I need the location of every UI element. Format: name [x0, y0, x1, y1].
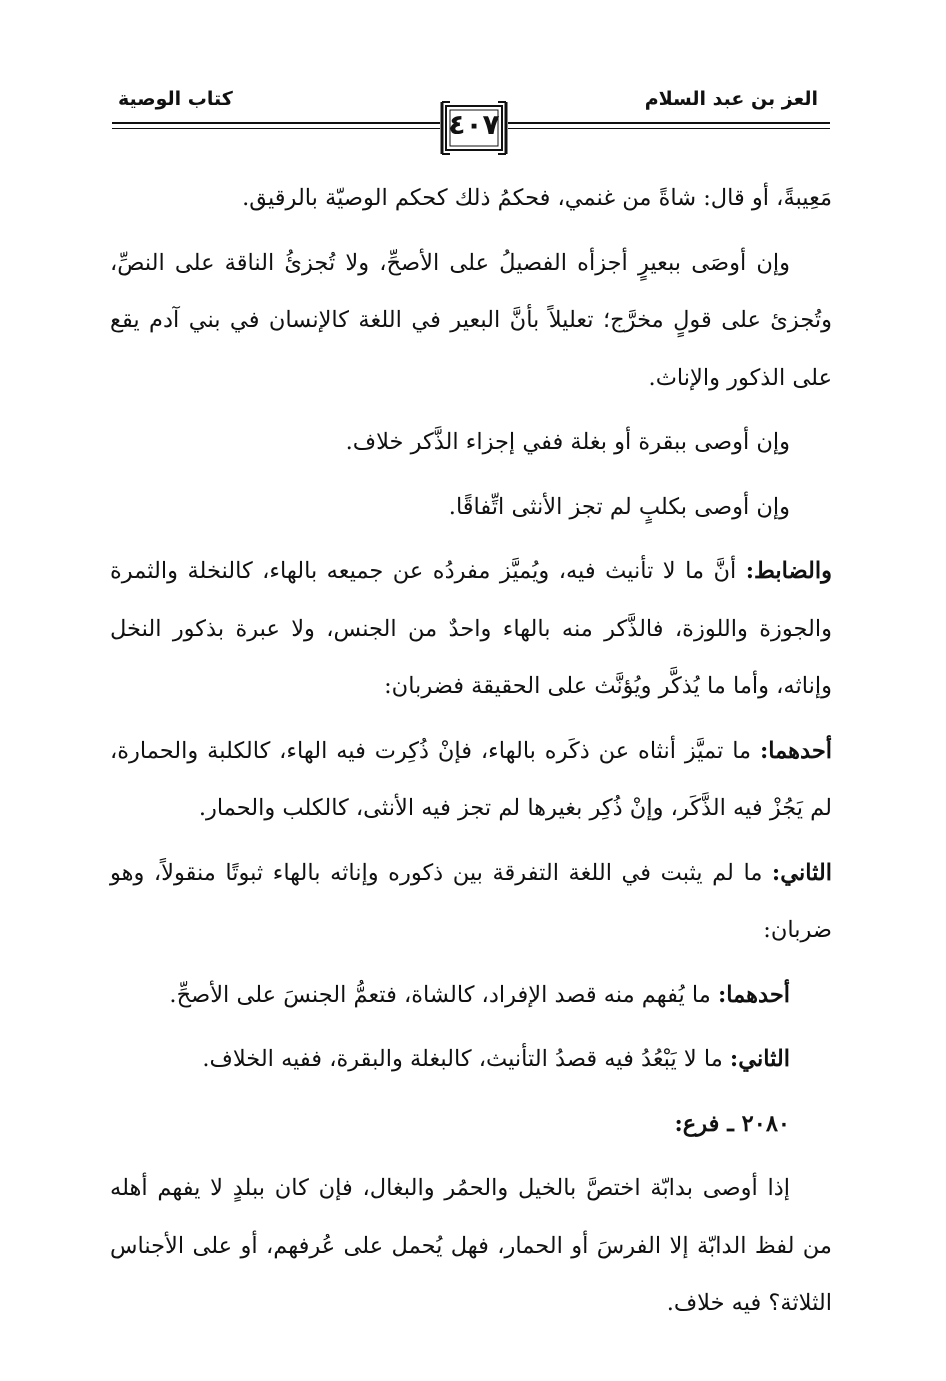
subsection-heading: أحدهما:: [717, 981, 790, 1008]
paragraph: وإن أوصى ببقرة أو بغلة ففي إجزاء الذَّكر خلاف.: [345, 429, 790, 455]
paragraph: وإن أوصى بكلبٍ لم تجز الأنثى اتِّفاقًا.: [448, 493, 790, 520]
page-number: ٤٠٧: [448, 108, 500, 141]
book-section-title: كتاب الوصية: [118, 88, 233, 110]
branch-heading: ٢٠٨٠ ـ فرع:: [674, 1110, 790, 1137]
subsection-heading: الثاني:: [729, 1046, 790, 1072]
paragraph: إذا أوصى بدابّة اختصَّ بالخيل والحمُر والبغال، فإن كان ببلدٍ لا يفهم أهله من لفظ الدابّة إلا الفرسَ أو الحمار، فهل يُحمل على عُرفهم، أو على الأجناس الثلاثة؟ فيه خلاف.: [110, 1175, 832, 1316]
paragraph: الثاني: ما لا يَبْعُدُ فيه قصدُ التأنيث، كالبغلة والبقرة، ففيه الخلاف.: [202, 1046, 790, 1072]
page-body: [110, 170, 832, 1340]
author-title: العز بن عبد السلام: [644, 88, 818, 110]
rule-heading: والضابط:: [745, 558, 832, 584]
header-rule: [112, 122, 440, 124]
paragraph-rule: والضابط: أنَّ ما لا تأنيث فيه، ويُميَّز مفردُه عن جميعه بالهاء، كالنخلة والثمرة والجوزة واللوزة، فالذَّكر منه بالهاء واحدٌ من الجنس، ولا عبرة بذكور النخل وإناثه، وأما ما يُذكَّر ويُؤنَّث على الحقيقة فضربان:: [110, 558, 832, 699]
header-rule: [508, 128, 830, 129]
header-rule: [112, 128, 440, 129]
header-rule: [508, 122, 830, 124]
paragraph: الثاني: ما لم يثبت في اللغة التفرقة بين ذكوره وإناثه بالهاء ثبوتًا منقولاً، وهو ضربان:: [110, 859, 832, 943]
subsection-heading: أحدهما:: [759, 737, 832, 764]
paragraph: أحدهما: ما تميَّز أنثاه عن ذكَره بالهاء، فإنْ ذُكِرت فيه الهاء، كالكلبة والحمارة، لم يَجُزْ فيه الذَّكَر، وإنْ ذُكِر بغيرها لم تجز فيه الأنثى، كالكلب والحمار.: [110, 737, 832, 821]
page-header: [0, 0, 946, 165]
subsection-heading: الثاني:: [771, 859, 832, 886]
paragraph: وإن أوصَى ببعيرٍ أجزأه الفصيلُ على الأصحِّ، ولا تُجزئُ الناقة على النصِّ، وتُجزئ على قولٍ مخرَّج؛ تعليلاً بأنَّ البعير في اللغة كالإنسان في بني آدم يقع على الذكور والإناث.: [110, 249, 832, 391]
page-number-frame: [440, 100, 508, 156]
paragraph: أحدهما: ما يُفهم منه قصد الإفراد، كالشاة، فتعمُّ الجنسَ على الأصحِّ.: [169, 981, 790, 1008]
paragraph: مَعِيبةً، أو قال: شاةً من غنمي، فحكمُ ذلك كحكم الوصيّة بالرقيق.: [242, 185, 832, 211]
